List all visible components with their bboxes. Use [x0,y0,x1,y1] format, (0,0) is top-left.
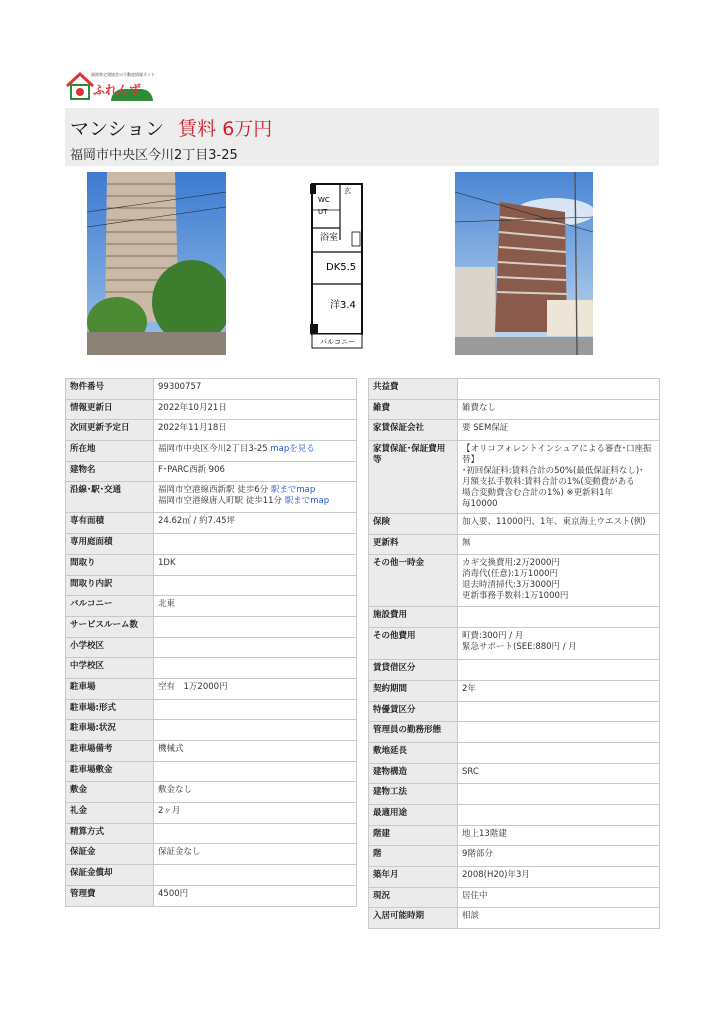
building-photo-street[interactable] [455,172,593,355]
spec-value [458,420,660,441]
spec-value-text: 空有 1万2000円 [158,681,228,692]
spec-value [154,658,357,679]
spec-label: 賃貸借区分 [369,660,458,681]
spec-value [458,399,660,420]
spec-label: 共益費 [369,379,458,400]
spec-label: 管理費 [66,885,154,906]
spec-value-text: 町費:300円 / 月 緊急サポート(SEE:880円 / 月 [462,631,577,653]
spec-value [154,741,357,762]
spec-value-text: カギ交換費用:2万2000円 消毒代(任意):1万1000円 退去時清掃代:3万3000円 更新事務手数料:1万1000円 [462,558,569,602]
spec-row [369,867,660,888]
spec-value [154,637,357,658]
spec-value [154,441,357,462]
spec-value-text: 地上13階建 [462,828,507,839]
building-photo-exterior[interactable] [87,172,226,355]
spec-row [66,720,357,741]
spec-value-text: 雑費なし [462,402,497,413]
spec-label: その他一時金 [369,555,458,607]
spec-value-text: 加入要、11000円、1年、東京海上ウエスト(例) [462,517,646,528]
spec-label: 更新料 [369,534,458,555]
spec-value [154,803,357,824]
spec-value [154,678,357,699]
spec-row [369,534,660,555]
spec-value [458,825,660,846]
street-photo-drawing [455,172,593,355]
spec-value [458,555,660,607]
spec-label: 家賃保証･保証費用等 [369,441,458,514]
spec-row [66,699,357,720]
spec-row [66,616,357,637]
spec-row [66,741,357,762]
spec-value-text: 福岡市中央区今川2丁目3-25 [158,444,268,455]
rent-price: 賃料 6万円 [178,118,273,140]
logo-tagline: 福岡県宅建協会の不動産情報ネット [91,72,155,77]
spec-value [458,887,660,908]
spec-value [458,680,660,701]
spec-label: バルコニー [66,596,154,617]
spec-row [369,399,660,420]
spec-label: 最適用途 [369,804,458,825]
spec-value [458,379,660,400]
spec-value [458,628,660,660]
spec-value-text: 24.62㎡ / 約7.45坪 [158,516,236,527]
spec-label: 駐車場敷金 [66,761,154,782]
spec-value-text: 保証金なし [158,847,201,858]
spec-label: 建物名 [66,461,154,482]
spec-value [458,514,660,535]
map-link[interactable]: 駅までmap [270,485,316,496]
spec-value-text: 2022年10月21日 [158,402,227,413]
spec-value [458,804,660,825]
spec-value [154,513,357,534]
spec-value [458,660,660,681]
spec-value [154,554,357,575]
spec-value [154,420,357,441]
spec-row [66,637,357,658]
spec-value [458,908,660,929]
spec-value [458,867,660,888]
spec-row [369,784,660,805]
site-logo[interactable] [65,70,157,102]
spec-label: 保証金 [66,844,154,865]
spec-label: 駐車場:状況 [66,720,154,741]
spec-row [66,865,357,886]
spec-row [66,761,357,782]
spec-value-text: 2022年11月18日 [158,423,227,434]
spec-value-text-2: 福岡市空港線唐人町駅 徒歩11分 [158,496,283,507]
spec-row [66,441,357,462]
spec-row [66,513,357,534]
spec-label: 専用庭面積 [66,534,154,555]
spec-label: 施設費用 [369,607,458,628]
spec-row [369,701,660,722]
property-header [65,108,659,166]
spec-row [66,461,357,482]
spec-row [369,804,660,825]
spec-value-text: 2ヶ月 [158,806,181,817]
spec-value-text: 【オリコフォレントインシュアによる審査･口座振替】 ･初回保証料:賃料合計の50%(最低保証料なし)･ 月額支払手数料:賃料合計の1%(変動費がある 場合変動費含む合計の1%) ※更新料1年 毎10000 [462,444,652,510]
spec-label: 駐車場 [66,678,154,699]
spec-row [369,379,660,400]
spec-label: 駐車場備考 [66,741,154,762]
spec-value [154,865,357,886]
spec-row [66,844,357,865]
spec-label: 契約期間 [369,680,458,701]
spec-row [369,555,660,607]
spec-label: 建物構造 [369,763,458,784]
map-link[interactable]: mapを見る [270,444,315,455]
spec-value-text: 北東 [158,599,176,610]
spec-label: 沿線･駅･交通 [66,482,154,513]
spec-value-text: 相談 [462,911,480,922]
spec-row [369,420,660,441]
spec-row [369,660,660,681]
spec-value [458,763,660,784]
spec-value-text: 2年 [462,683,476,694]
spec-value [154,399,357,420]
spec-label: 階 [369,846,458,867]
spec-label: 家賃保証会社 [369,420,458,441]
spec-row [369,908,660,929]
plan-label-western-room: 洋3.4 [330,300,356,311]
spec-label: 敷地延長 [369,742,458,763]
spec-label: 敷金 [66,782,154,803]
spec-row [66,534,357,555]
plan-label-entrance: 玄 [344,187,351,195]
plan-label-ut: UT [318,208,328,216]
spec-value [458,846,660,867]
spec-label: 精算方式 [66,823,154,844]
spec-value-text: 4500円 [158,888,189,899]
spec-value [154,482,357,513]
spec-value [154,885,357,906]
spec-label: サービスルーム数 [66,616,154,637]
spec-row [66,885,357,906]
spec-label: 階建 [369,825,458,846]
spec-value [458,722,660,743]
spec-label: 専有面積 [66,513,154,534]
spec-value [154,379,357,400]
spec-value [458,534,660,555]
plan-label-dk: DK5.5 [326,262,357,273]
spec-row [66,379,357,400]
spec-label: 築年月 [369,867,458,888]
spec-value-text: 2008(H20)年3月 [462,870,530,880]
spec-row [369,742,660,763]
spec-row [66,803,357,824]
spec-value-text: 機械式 [158,744,184,754]
map-link[interactable]: 駅までmap [284,496,330,507]
spec-row [66,596,357,617]
spec-row [369,607,660,628]
spec-label: 保証金償却 [66,865,154,886]
spec-row [66,823,357,844]
floor-plan[interactable] [310,180,366,350]
spec-label: 小学校区 [66,637,154,658]
spec-value [458,441,660,514]
spec-row [66,678,357,699]
spec-value [154,461,357,482]
spec-label: 雑費 [369,399,458,420]
property-type: マンション [70,118,165,140]
spec-value [154,844,357,865]
spec-value [154,596,357,617]
spec-label: 中学校区 [66,658,154,679]
spec-value [154,720,357,741]
spec-label: 間取り [66,554,154,575]
spec-row [369,887,660,908]
spec-label: 建物工法 [369,784,458,805]
spec-value-text: 敷金なし [158,785,193,796]
spec-value [154,534,357,555]
spec-row [66,554,357,575]
spec-row [369,441,660,514]
spec-row [66,658,357,679]
spec-value [458,607,660,628]
spec-value-text: F･PARC西新 906 [158,464,225,475]
spec-row [66,482,357,513]
spec-value [458,784,660,805]
spec-value-text: SRC [462,766,479,777]
spec-value-text: 1DK [158,557,176,568]
spec-value-text: 福岡市空港線西新駅 徒歩6分 [158,485,269,496]
property-spec-table-left [65,378,357,907]
spec-value [458,701,660,722]
building-photo-drawing [87,172,226,355]
spec-row [66,575,357,596]
spec-row [369,825,660,846]
floor-plan-drawing [310,180,366,350]
property-spec-table-right [368,378,660,929]
spec-label: 駐車場:形式 [66,699,154,720]
plan-label-bath: 浴室 [320,233,339,243]
spec-label: 保険 [369,514,458,535]
spec-label: 物件番号 [66,379,154,400]
spec-row [369,514,660,535]
spec-value-text: 居住中 [462,890,488,901]
property-address: 福岡市中央区今川2丁目3-25 [70,148,238,163]
logo-name: ふれんず [93,83,142,97]
spec-row [369,846,660,867]
spec-label: 次回更新予定日 [66,420,154,441]
spec-value [154,782,357,803]
spec-value [458,742,660,763]
spec-value-text: 9階部分 [462,849,493,860]
spec-value [154,761,357,782]
spec-value-text: 無 [462,537,471,548]
spec-value [154,699,357,720]
spec-row [369,628,660,660]
spec-label: 現況 [369,887,458,908]
spec-row [369,763,660,784]
spec-label: 礼金 [66,803,154,824]
spec-label: その他費用 [369,628,458,660]
plan-label-balcony: バルコニー [320,338,355,346]
spec-row [66,782,357,803]
spec-row [66,399,357,420]
spec-value-text: 99300757 [158,382,202,392]
spec-label: 特優賃区分 [369,701,458,722]
spec-row [369,680,660,701]
spec-value-text: 要 SEM保証 [462,423,509,434]
property-title [70,114,272,141]
spec-row [66,420,357,441]
plan-label-wc: WC [318,196,330,204]
spec-label: 情報更新日 [66,399,154,420]
spec-label: 間取り内訳 [66,575,154,596]
spec-label: 所在地 [66,441,154,462]
spec-value [154,575,357,596]
spec-value [154,823,357,844]
spec-label: 入居可能時期 [369,908,458,929]
spec-value [154,616,357,637]
spec-label: 管理員の勤務形態 [369,722,458,743]
spec-row [369,722,660,743]
